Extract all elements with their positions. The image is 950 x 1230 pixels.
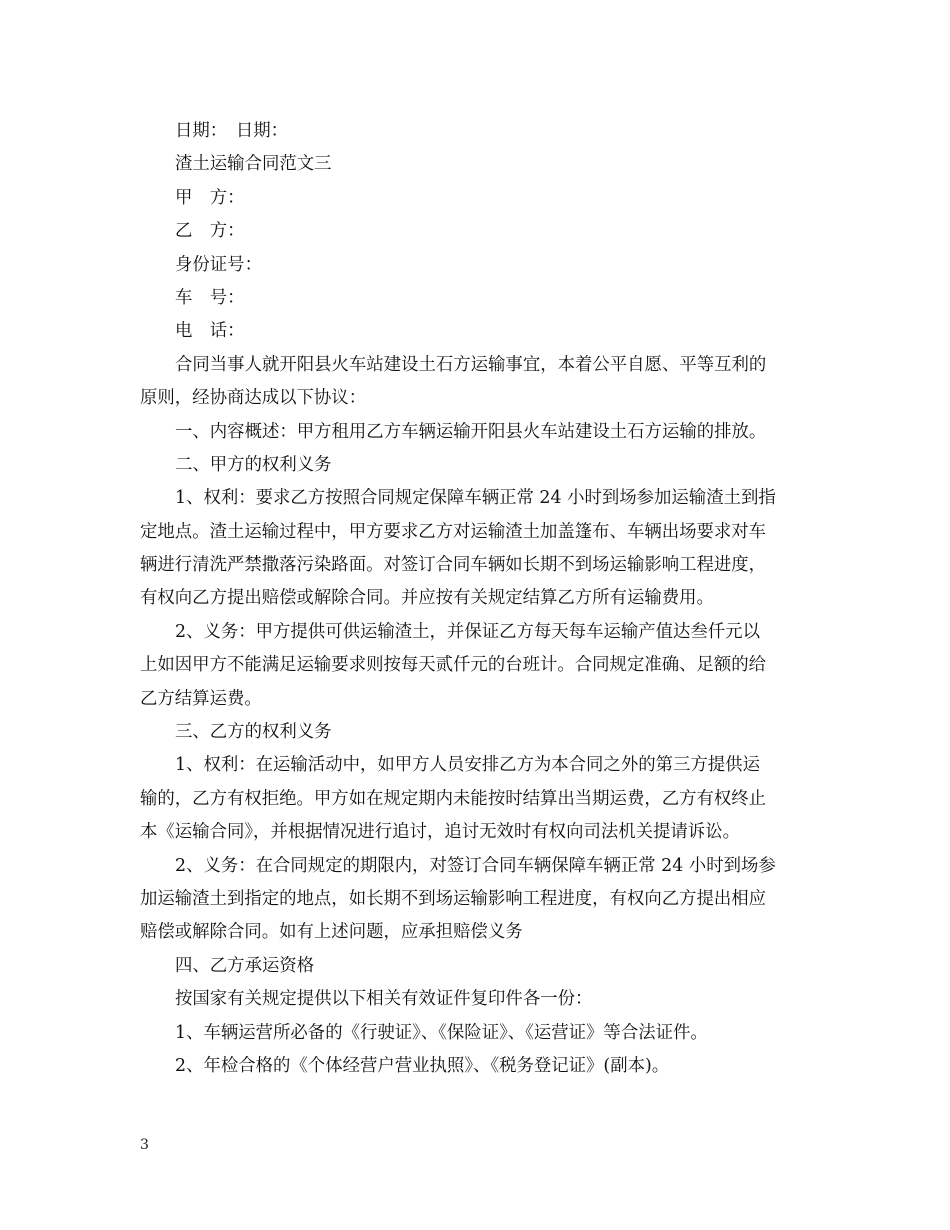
text-line: 辆进行清洗严禁撒落污染路面。对签订合同车辆如长期不到场运输影响工程进度，: [140, 555, 767, 576]
text-line: 日期： 日期：: [175, 121, 289, 141]
text-line: 乙 方：: [175, 221, 245, 242]
text-line: 加运输渣土到指定的地点，如长期不到场运输影响工程进度，有权向乙方提出相应: [140, 888, 767, 909]
text-line: 2、义务：在合同规定的期限内，对签订合同车辆保障车辆正常 24 小时到场参: [175, 855, 776, 876]
text-line: 有权向乙方提出赔偿或解除合同。并应按有关规定结算乙方所有运输费用。: [140, 588, 714, 609]
text-line: 电 话：: [175, 321, 245, 342]
text-line: 定地点。渣土运输过程中，甲方要求乙方对运输渣土加盖篷布、车辆出场要求对车: [140, 521, 767, 542]
document-body: [140, 115, 812, 1083]
text-line: 合同当事人就开阳县火车站建设土石方运输事宜，本着公平自愿、平等互利的: [175, 354, 767, 375]
text-line: 原则，经协商达成以下协议：: [140, 388, 367, 409]
text-line: 车 号：: [175, 287, 245, 308]
text-line: 本《运输合同》，并根据情况进行追讨，追讨无效时有权向司法机关提请诉讼。: [140, 822, 740, 843]
text-line: 四、乙方承运资格: [175, 955, 315, 976]
text-line: 2、义务：甲方提供可供运输渣土，并保证乙方每天每车运输产值达叁仟元以: [175, 621, 760, 642]
page-number: 3: [140, 1137, 149, 1153]
text-line: 一、内容概述：甲方租用乙方车辆运输开阳县火车站建设土石方运输的排放。: [175, 421, 767, 442]
text-line: 1、车辆运营所必备的《行驶证》、《保险证》、《运营证》等合法证件。: [175, 1022, 708, 1043]
text-line: 按国家有关规定提供以下相关有效证件复印件各一份：: [175, 989, 593, 1010]
text-line: 甲 方：: [175, 187, 245, 208]
text-line: 赔偿或解除合同。如有上述问题，应承担赔偿义务: [140, 922, 523, 943]
text-line: 1、权利：要求乙方按照合同规定保障车辆正常 24 小时到场参加运输渣土到指: [175, 488, 776, 509]
text-line: 三、乙方的权利义务: [175, 722, 332, 743]
text-line: 身份证号：: [175, 254, 262, 275]
text-line: 二、甲方的权利义务: [175, 454, 332, 475]
text-line: 输的，乙方有权拒绝。甲方如在规定期内未能按时结算出当期运费，乙方有权终止: [140, 788, 767, 809]
text-line: 渣土运输合同范文三: [175, 154, 332, 175]
text-line: 乙方结算运费。: [140, 688, 262, 709]
text-line: 2、年检合格的《个体经营户营业执照》、《税务登记证》(副本)。: [175, 1055, 670, 1076]
text-line: 1、权利：在运输活动中，如甲方人员安排乙方为本合同之外的第三方提供运: [175, 755, 760, 776]
text-line: 上如因甲方不能满足运输要求则按每天贰仟元的台班计。合同规定准确、足额的给: [140, 655, 767, 676]
